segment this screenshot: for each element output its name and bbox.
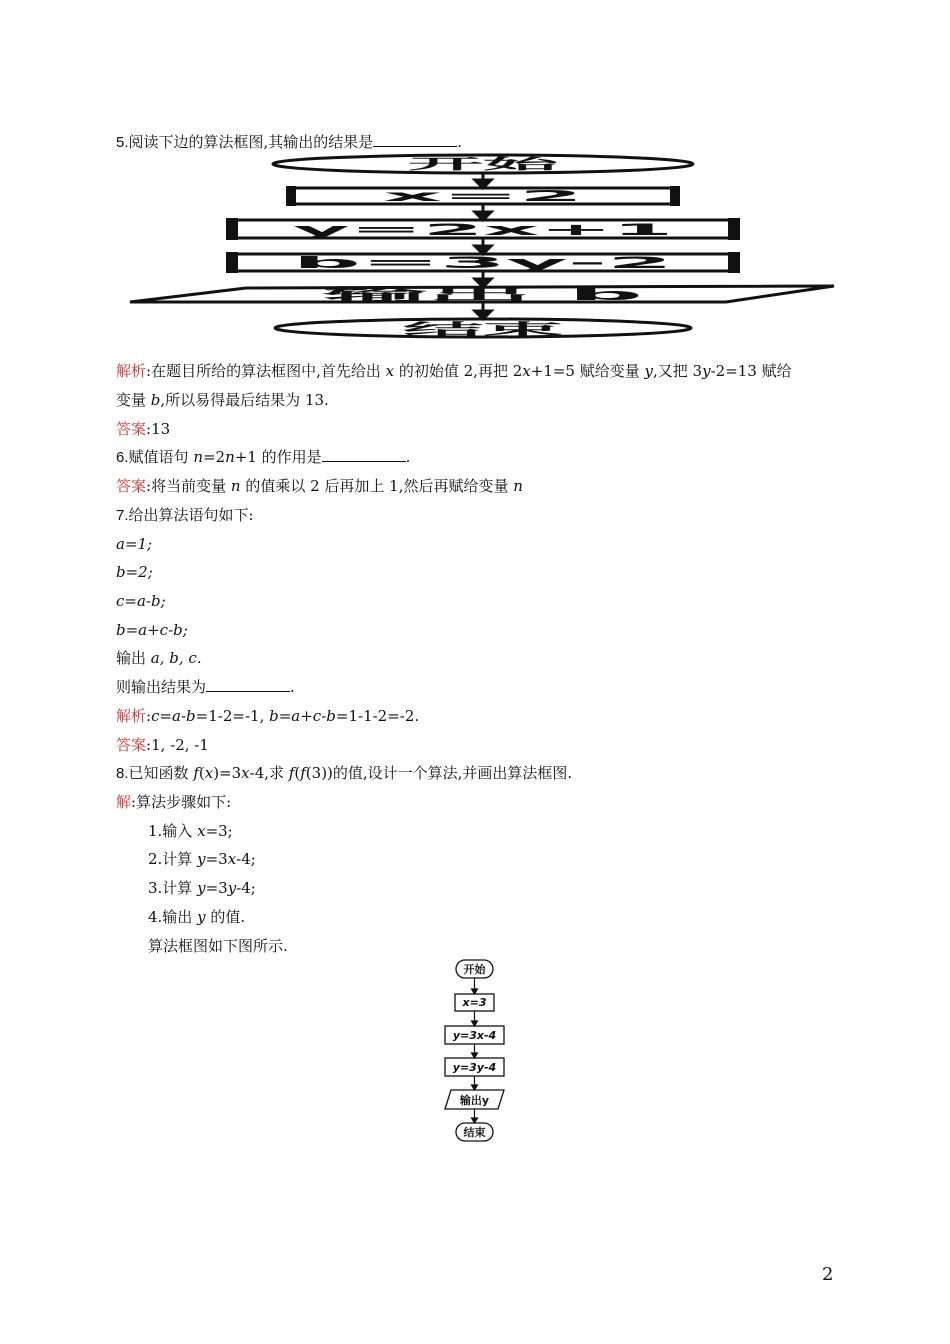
q7-code-line: b=a+c-b; [116,621,188,639]
q7-code-output: 输出 a, b, c. [116,649,202,667]
flowchart-step-label: y=3y-4 [452,1061,497,1074]
q8-step: 4.输出 y 的值. [148,908,246,926]
q8-solution-intro: 解:算法步骤如下: [116,793,232,811]
flowchart-end-label: 结束 [403,320,563,338]
q7-code-line: a=1; [116,535,153,553]
answer-blank [373,132,457,147]
flowchart-output-label: 输出 b [316,285,643,304]
flowchart-output-label: 输出y [459,1094,490,1107]
page-number: 2 [822,1264,834,1285]
q5-stem: 5.阅读下边的算法框图,其输出的结果是 . [116,133,463,151]
q5-analysis-line1: 解析:在题目所给的算法框图中,首先给出 x 的初始值 2,再把 2x+1=5 赋给变量 y,又把 3y-2=13 赋给 [116,362,792,380]
q7-stem: 7.给出算法语句如下: [116,506,254,524]
q7-question: 则输出结果为 . [116,678,295,696]
q7-answer: 答案:1, -2, -1 [116,736,209,754]
flowchart-step-label: x=3 [462,996,487,1009]
q5-analysis-line2: 变量 b,所以易得最后结果为 13. [116,391,329,409]
answer-blank [206,677,290,692]
flowchart-step-label: y=3x-4 [452,1029,497,1042]
flowchart-figure-2 [440,958,510,1148]
answer-blank [322,447,406,462]
q7-analysis: 解析:c=a-b=1-2=-1, b=a+c-b=1-1-2=-2. [116,707,420,725]
q5-answer: 答案:13 [116,420,171,438]
q8-step: 1.输入 x=3; [148,822,233,840]
q6-stem: 6.赋值语句 n=2n+1 的作用是 . [116,448,411,466]
flowchart-end-label: 结束 [463,1126,486,1139]
q8-figure-note: 算法框图如下图所示. [148,937,288,955]
flowchart-figure-1 [126,150,838,340]
q8-stem: 8.已知函数 f(x)=3x-4,求 f(f(3))的值,设计一个算法,并画出算法框图. [116,764,573,782]
flowchart-step-label: b=3y-2 [293,253,673,272]
flowchart-start-label: 开始 [408,157,436,173]
q7-code-line: b=2; [116,563,153,581]
flowchart-step-label: x=2 [383,187,583,205]
q8-step: 3.计算 y=3y-4; [148,879,256,897]
q8-step: 2.计算 y=3x-4; [148,850,256,868]
q6-answer: 答案:将当前变量 n 的值乘以 2 后再加上 1,然后再赋给变量 n [116,477,523,495]
flowchart-start-label: 开始 [463,963,486,976]
flowchart-step-label: y=2x+1 [293,220,673,239]
q7-code-line: c=a-b; [116,592,166,610]
